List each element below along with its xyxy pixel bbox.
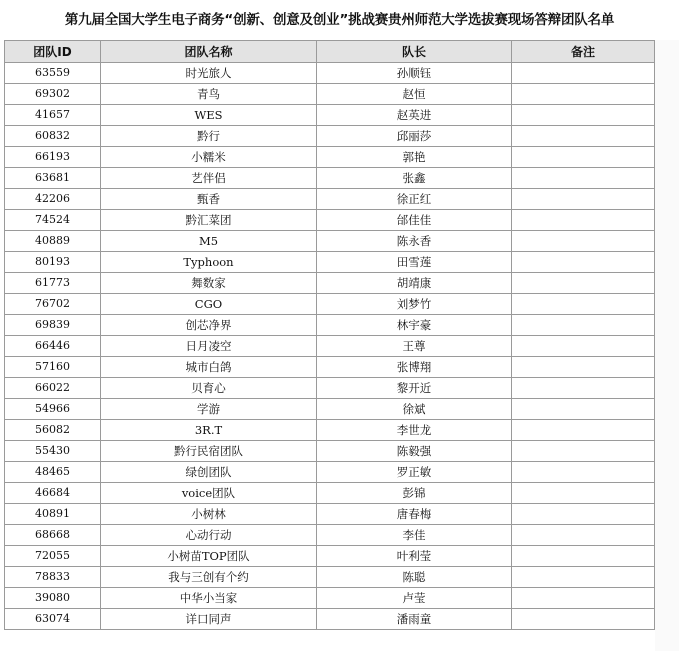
team-roster-table <box>4 40 655 630</box>
team-id-cell[interactable]: 80193 <box>5 252 101 273</box>
note-cell[interactable] <box>512 525 655 546</box>
team-id-cell[interactable]: 78833 <box>5 567 101 588</box>
header-row <box>5 41 655 63</box>
leader-cell[interactable]: 刘梦竹 <box>317 294 512 315</box>
team-id-cell[interactable]: 40889 <box>5 231 101 252</box>
table-row <box>5 609 655 630</box>
team-name-cell[interactable]: 3R.T <box>101 420 317 441</box>
header-team-id[interactable]: 团队ID <box>5 41 101 63</box>
team-id-cell[interactable]: 66193 <box>5 147 101 168</box>
table-row <box>5 273 655 294</box>
note-cell[interactable] <box>512 231 655 252</box>
team-id-cell[interactable]: 56082 <box>5 420 101 441</box>
leader-cell[interactable]: 邱丽莎 <box>317 126 512 147</box>
note-cell[interactable] <box>512 609 655 630</box>
team-name-cell[interactable]: 艺伴侣 <box>101 168 317 189</box>
table-row <box>5 105 655 126</box>
team-name-cell[interactable]: CGO <box>101 294 317 315</box>
note-cell[interactable] <box>512 273 655 294</box>
team-id-cell[interactable]: 63074 <box>5 609 101 630</box>
team-name-cell[interactable]: 黔汇菜团 <box>101 210 317 231</box>
team-id-cell[interactable]: 66022 <box>5 378 101 399</box>
team-name-cell[interactable]: Typhoon <box>101 252 317 273</box>
team-id-cell[interactable]: 46684 <box>5 483 101 504</box>
team-id-cell[interactable]: 40891 <box>5 504 101 525</box>
leader-cell[interactable]: 孙顺钰 <box>317 63 512 84</box>
team-name-cell[interactable]: 创芯净界 <box>101 315 317 336</box>
team-id-cell[interactable]: 61773 <box>5 273 101 294</box>
team-id-cell[interactable]: 66446 <box>5 336 101 357</box>
leader-cell[interactable]: 邰佳佳 <box>317 210 512 231</box>
leader-cell[interactable]: 张鑫 <box>317 168 512 189</box>
note-cell[interactable] <box>512 294 655 315</box>
leader-cell[interactable]: 罗正敏 <box>317 462 512 483</box>
table-row <box>5 252 655 273</box>
team-name-cell[interactable]: 心动行动 <box>101 525 317 546</box>
table-row <box>5 441 655 462</box>
leader-cell[interactable]: 田雪莲 <box>317 252 512 273</box>
table-row <box>5 315 655 336</box>
team-id-cell[interactable]: 57160 <box>5 357 101 378</box>
team-id-cell[interactable]: 76702 <box>5 294 101 315</box>
table-row <box>5 525 655 546</box>
team-name-cell[interactable]: 时光旅人 <box>101 63 317 84</box>
team-id-cell[interactable]: 60832 <box>5 126 101 147</box>
leader-cell[interactable]: 陈聪 <box>317 567 512 588</box>
note-cell[interactable] <box>512 357 655 378</box>
header-team-name[interactable]: 团队名称 <box>101 41 317 63</box>
team-name-cell[interactable]: 我与三创有个约 <box>101 567 317 588</box>
table-row <box>5 147 655 168</box>
note-cell[interactable] <box>512 588 655 609</box>
note-cell[interactable] <box>512 210 655 231</box>
leader-cell[interactable]: 唐春梅 <box>317 504 512 525</box>
team-name-cell[interactable]: 小糯米 <box>101 147 317 168</box>
note-cell[interactable] <box>512 504 655 525</box>
table-row <box>5 210 655 231</box>
note-cell[interactable] <box>512 126 655 147</box>
table-header <box>5 41 655 63</box>
table-row <box>5 294 655 315</box>
leader-cell[interactable]: 郭艳 <box>317 147 512 168</box>
team-name-cell[interactable]: 学游 <box>101 399 317 420</box>
team-id-cell[interactable]: 55430 <box>5 441 101 462</box>
note-cell[interactable] <box>512 546 655 567</box>
leader-cell[interactable]: 陈毅强 <box>317 441 512 462</box>
leader-cell[interactable]: 林宇豪 <box>317 315 512 336</box>
team-id-cell[interactable]: 41657 <box>5 105 101 126</box>
note-cell[interactable] <box>512 252 655 273</box>
note-cell[interactable] <box>512 399 655 420</box>
note-cell[interactable] <box>512 105 655 126</box>
leader-cell[interactable]: 赵英进 <box>317 105 512 126</box>
leader-cell[interactable]: 卢莹 <box>317 588 512 609</box>
team-id-cell[interactable]: 63681 <box>5 168 101 189</box>
team-name-cell[interactable]: 黔行民宿团队 <box>101 441 317 462</box>
leader-cell[interactable]: 徐斌 <box>317 399 512 420</box>
leader-cell[interactable]: 潘雨童 <box>317 609 512 630</box>
header-note[interactable]: 备注 <box>512 41 655 63</box>
table-row <box>5 189 655 210</box>
team-id-cell[interactable]: 42206 <box>5 189 101 210</box>
leader-cell[interactable]: 徐正红 <box>317 189 512 210</box>
team-name-cell[interactable]: 黔行 <box>101 126 317 147</box>
team-name-cell[interactable]: 小树苗TOP团队 <box>101 546 317 567</box>
table-row <box>5 399 655 420</box>
team-name-cell[interactable]: 城市白鸽 <box>101 357 317 378</box>
team-id-cell[interactable]: 69302 <box>5 84 101 105</box>
table-row <box>5 126 655 147</box>
leader-cell[interactable]: 李世龙 <box>317 420 512 441</box>
team-id-cell[interactable]: 54966 <box>5 399 101 420</box>
leader-cell[interactable]: 陈永香 <box>317 231 512 252</box>
team-id-cell[interactable]: 63559 <box>5 63 101 84</box>
team-name-cell[interactable]: 日月凌空 <box>101 336 317 357</box>
note-cell[interactable] <box>512 189 655 210</box>
note-cell[interactable] <box>512 84 655 105</box>
note-cell[interactable] <box>512 147 655 168</box>
table-row <box>5 63 655 84</box>
team-name-cell[interactable]: voice团队 <box>101 483 317 504</box>
note-cell[interactable] <box>512 462 655 483</box>
team-id-cell[interactable]: 39080 <box>5 588 101 609</box>
team-name-cell[interactable]: 小树林 <box>101 504 317 525</box>
team-name-cell[interactable]: 甄香 <box>101 189 317 210</box>
leader-cell[interactable]: 叶利莹 <box>317 546 512 567</box>
team-id-cell[interactable]: 48465 <box>5 462 101 483</box>
header-leader[interactable]: 队长 <box>317 41 512 63</box>
leader-cell[interactable]: 黎开近 <box>317 378 512 399</box>
note-cell[interactable] <box>512 567 655 588</box>
document-title: 第九届全国大学生电子商务“创新、创意及创业”挑战赛贵州师范大学选拔赛现场答辩团队名单 <box>64 12 615 28</box>
team-name-cell[interactable]: 舞数家 <box>101 273 317 294</box>
team-name-cell[interactable]: 详口同声 <box>101 609 317 630</box>
table-row <box>5 336 655 357</box>
table-row <box>5 567 655 588</box>
table-row <box>5 357 655 378</box>
team-name-cell[interactable]: 贝育心 <box>101 378 317 399</box>
sheet-margin <box>655 40 679 651</box>
table-row <box>5 168 655 189</box>
table-row <box>5 546 655 567</box>
table-body <box>5 63 655 630</box>
table-row <box>5 378 655 399</box>
note-cell[interactable] <box>512 63 655 84</box>
team-name-cell[interactable]: 青鸟 <box>101 84 317 105</box>
note-cell[interactable] <box>512 168 655 189</box>
team-id-cell[interactable]: 74524 <box>5 210 101 231</box>
team-name-cell[interactable]: M5 <box>101 231 317 252</box>
team-id-cell[interactable]: 69839 <box>5 315 101 336</box>
team-id-cell[interactable]: 68668 <box>5 525 101 546</box>
table-row <box>5 504 655 525</box>
leader-cell[interactable]: 李佳 <box>317 525 512 546</box>
leader-cell[interactable]: 王尊 <box>317 336 512 357</box>
table-row <box>5 231 655 252</box>
team-name-cell[interactable]: WES <box>101 105 317 126</box>
note-cell[interactable] <box>512 420 655 441</box>
table-row <box>5 420 655 441</box>
note-cell[interactable] <box>512 315 655 336</box>
team-name-cell[interactable]: 中华小当家 <box>101 588 317 609</box>
note-cell[interactable] <box>512 378 655 399</box>
note-cell[interactable] <box>512 336 655 357</box>
leader-cell[interactable]: 赵恒 <box>317 84 512 105</box>
leader-cell[interactable]: 彭锦 <box>317 483 512 504</box>
table-row <box>5 588 655 609</box>
note-cell[interactable] <box>512 441 655 462</box>
team-id-cell[interactable]: 72055 <box>5 546 101 567</box>
table-row <box>5 84 655 105</box>
leader-cell[interactable]: 张博翔 <box>317 357 512 378</box>
team-name-cell[interactable]: 绿创团队 <box>101 462 317 483</box>
table-row <box>5 462 655 483</box>
table-row <box>5 483 655 504</box>
note-cell[interactable] <box>512 483 655 504</box>
leader-cell[interactable]: 胡靖康 <box>317 273 512 294</box>
